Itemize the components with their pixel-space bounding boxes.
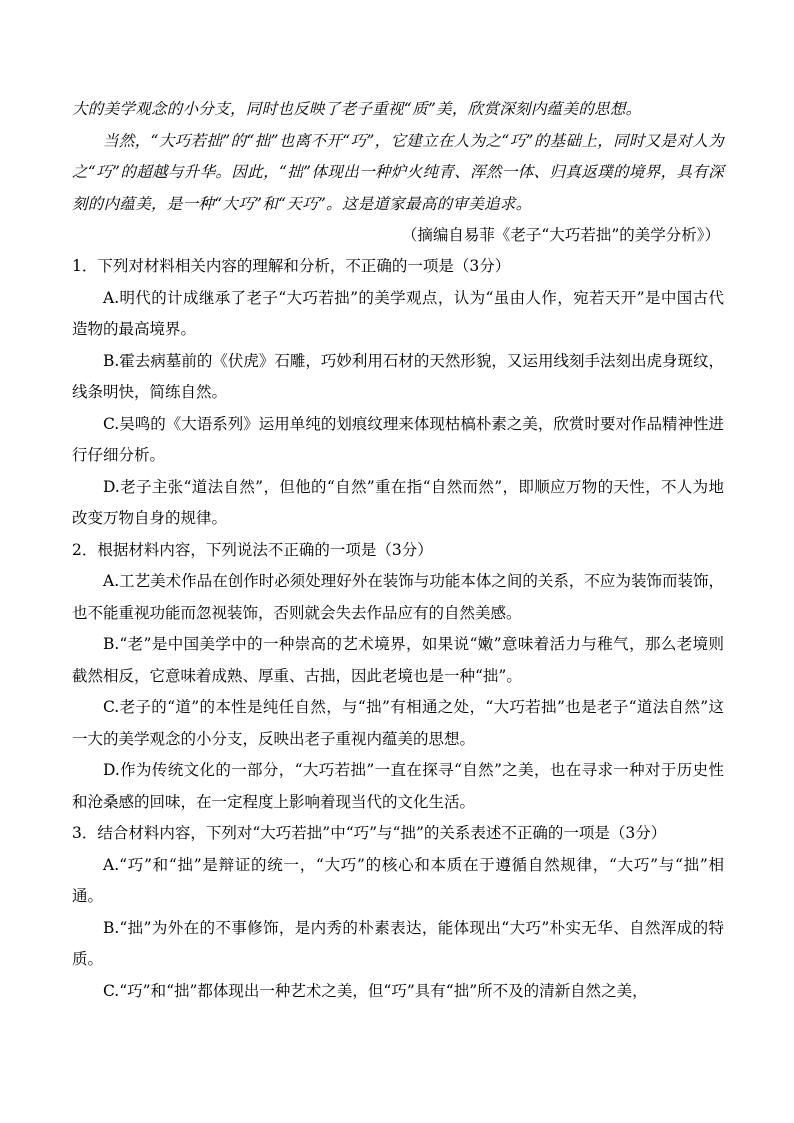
option-d: D.作为传统文化的一部分，“大巧若拙”一直在探寻“自然”之美，也在寻求一种对于历史性和沧桑感的回味，在一定程度上影响着现当代的文化生活。 <box>72 761 724 811</box>
option-d: D.老子主张“道法自然”，但他的“自然”重在指“自然而然”，即顺应万物的天性，不人为地改变万物自身的规律。 <box>72 477 724 527</box>
question-stem: 1．下列对材料相关内容的理解和分析，不正确的一项是（3分） <box>72 257 511 275</box>
option-b: B.“拙”为外在的不事修饰，是内秀的朴素表达，能体现出“大巧”朴实无华、自然浑成的特质。 <box>72 918 724 968</box>
question-stem: 2．根据材料内容，下列说法不正确的一项是（3分） <box>72 540 433 559</box>
question-stem: 3．结合材料内容，下列对“大巧若拙”中“巧”与“拙”的关系表述不正确的一项是（3分） <box>72 824 667 842</box>
option-a: A.明代的计成继承了老子“大巧若拙”的美学观点，认为“虽由人作，宛若天开”是中国古代造物的最高境界。 <box>72 288 724 338</box>
question-list <box>72 251 724 1007</box>
question-2 <box>72 535 724 819</box>
option-a: A.工艺美术作品在创作时必须处理好外在装饰与功能本体之间的关系，不应为装饰而装饰，也不能重视功能而忽视装饰，否则就会失去作品应有的自然美感。 <box>72 572 724 622</box>
option-b: B.“老”是中国美学中的一种崇高的艺术境界，如果说“嫩”意味着活力与稚气，那么老境则截然相反，它意味着成熟、厚重、古拙，因此老境也是一种“拙”。 <box>72 635 724 685</box>
option-c: C.“巧”和“拙”都体现出一种艺术之美，但“巧”具有“拙”所不及的清新自然之美， <box>103 981 648 1000</box>
passage-paragraph-1: 大的美学观念的小分支，同时也反映了老子重视“质”美，欣赏深刻内蕴美的思想。 <box>72 100 642 118</box>
passage-paragraph-2: 当然，“大巧若拙”的“拙”也离不开“巧”，它建立在人为之“巧”的基础上，同时又是对人为之“巧”的超越与升华。因此，“拙”体现出一种炉火纯青、浑然一体、归真返璞的境界，具有深刻的内蕴美，是一种“大巧”和“天巧”。这是道家最高的审美追求。 <box>72 131 724 213</box>
option-c: C.老子的“道”的本性是纯任自然，与“拙”有相通之处，“大巧若拙”也是老子“道法自然”这一大的美学观念的小分支，反映出老子重视内蕴美的思想。 <box>72 698 724 748</box>
question-3 <box>72 818 724 1007</box>
question-1 <box>72 251 724 535</box>
option-c: C.吴鸣的《大语系列》运用单纯的划痕纹理来体现枯槁朴素之美，欣赏时要对作品精神性进行仔细分析。 <box>72 414 724 464</box>
passage-source: （摘编自易菲《老子“大巧若拙”的美学分析》） <box>401 226 720 244</box>
option-b: B.霍去病墓前的《伏虎》石雕，巧妙利用石材的天然形貌，又运用线刻手法刻出虎身斑纹，线条明快，简练自然。 <box>72 351 724 401</box>
option-a: A.“巧”和“拙”是辩证的统一，“大巧”的核心和本质在于遵循自然规律，“大巧”与“拙”相通。 <box>72 855 724 905</box>
passage <box>72 94 724 252</box>
